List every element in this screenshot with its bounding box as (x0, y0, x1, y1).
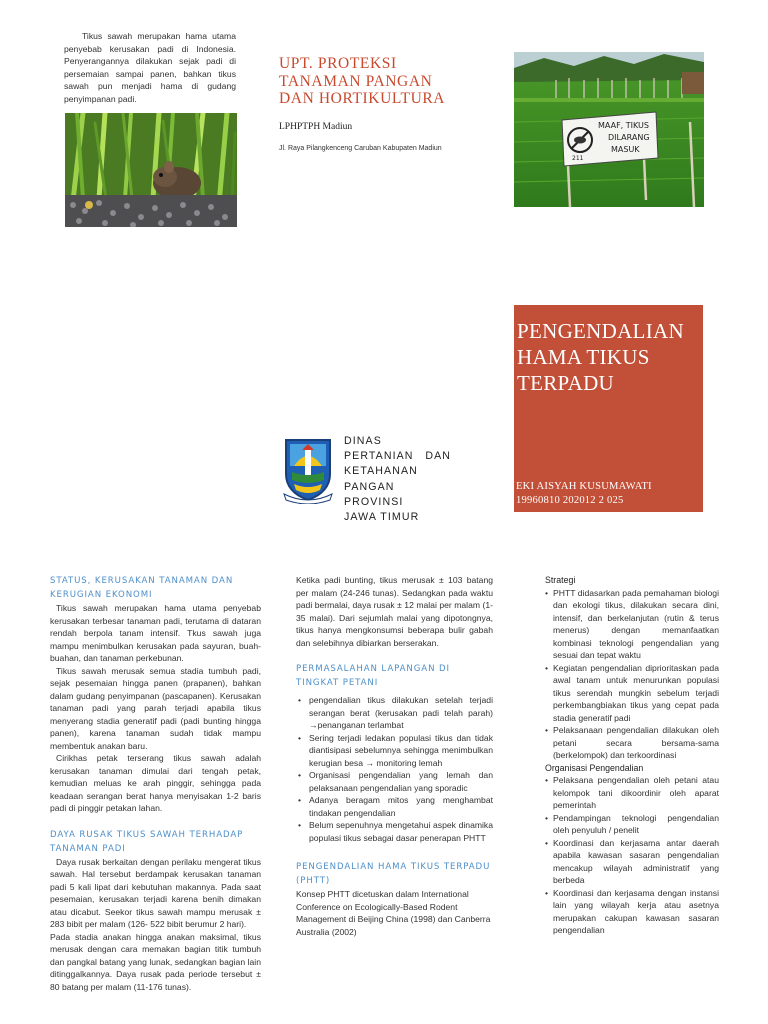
list-item: • Koordinasi dan kerjasama antar daerah apabila kawasan sasaran pengendalian mencakup wilayah administratif yang berbeda (545, 837, 719, 887)
paragraph: Tikus sawah merupakan hama utama penyebab kerusakan terbesar tanaman padi, terutama di dataran rendah berpola tanam intensif. Tkus sawah juga mampu menimbulkan kerusakan pada sayuran, buah-buahan, dan tanaman perkebunan. (50, 603, 261, 663)
list-item: • Koordinasi dan kerjasama dengan instansi lain yang wilayah kerja atau asetnya merupakan cakupan kawasan sasaran pengendalian (545, 887, 719, 937)
list-item: • Pelaksana pengendalian oleh petani atau kelompok tani dikoordinir oleh aparat pemerintah (545, 774, 719, 812)
list-item: • pengendalian tikus dilakukan setelah terjadi serangan berat (kerusakan padi telah parah) →penanganan terlambat (296, 694, 493, 732)
paragraph: Konsep PHTT dicetuskan dalam International Conference on Ecologically-Based Rodent Management di Beijing China (1998) dan Canberra Australia (2002) (296, 889, 491, 937)
paragraph: Daya rusak berkaitan dengan perilaku mengerat tikus sawah. Hal tersebut berdampak kerusakan tanaman padi 5 kali lipat dari kebutuhan makannya. Pada saat pesemaian, kerusakan terjadi karena benih dimakan atau dicabut. Seekor tikus sawah mampu merusak ± 283 bibit per malam (126- 522 bibit berumur 2 hari). (50, 856, 261, 929)
author-name: EKI AISYAH KUSUMAWATI (516, 481, 652, 492)
section-heading: DAYA RUSAK TIKUS SAWAH TERHADAP TANAMAN PADI (50, 829, 244, 854)
list-item: • Sering terjadi ledakan populasi tikus dan tidak diantisipasi sebelumnya sehingga menimbulkan kerugian besa → monitoring lemah (296, 732, 493, 770)
cover-author-block (516, 480, 652, 508)
paragraph: Tikus sawah merusak semua stadia tumbuh padi, sejak pesemaian hingga panen (prapanen), bahkan dalam gudang penyimpanan (pascapanen). Kerusakan tanaman padi yang parah terjadi apabila tikus menyerang stadia generatif padi (padi bunting hingga panen), karena tanaman sudah tidak mampu membentuk anakan baru. (50, 665, 261, 751)
column-strategy (545, 574, 719, 937)
strategy-list (545, 587, 719, 762)
dept-line: DAN KETAHANAN (344, 450, 451, 478)
paragraph: Ketika padi bunting, tikus merusak ± 103 batang per malam (24-246 tunas). Sedangkan pada waktu padi bermalai, daya rusak ± 12 malai per malam (1-35 malai). Dari sejumlah malai yang dipotongnya, tikus hanya mengkonsumsi beberapa bulir gabah dan selebihnya dibiarkan berserakan. (296, 575, 493, 648)
rat-photo (65, 113, 237, 227)
list-item: • PHTT didasarkan pada pemahaman biologi dan ekologi tikus, dilakukan secara dini, intensif, dan berkelanjutan (rutin & terus menerus) dengan memanfaatkan kombinasi teknologi pengendalian yang sesuai dan tepat waktu (545, 587, 719, 662)
subheading: Organisasi Pengendalian (545, 762, 644, 773)
cover-title: PENGENDALIAN HAMA TIKUS TERPADU (517, 319, 684, 395)
paragraph: Pada stadia anakan hingga anakan maksimal, tikus merusak dengan cara memakan bagian titik tumbuh dan pangkal batang yang lunak, sedangkan bagian lain ditinggalkannya. Daya rusak pada periode tersebut ± 80 batang per malam (11-176 tunas). (50, 931, 261, 992)
list-item: • Belum sepenuhnya mengetahui aspek dinamika populasi tikus sebagai dasar penerapan PHTT (296, 819, 493, 844)
list-item: • Organisasi pengendalian yang lemah dan pelaksanaan pengendalian yang sporadic (296, 769, 493, 794)
rice-field-sign-photo (514, 52, 704, 207)
list-item: • Pelaksanaan pengendalian dilakukan oleh petani secara bersama-sama (berkelompok) dan terkoordinasi (545, 724, 719, 762)
list-item: • Kegiatan pengendalian diprioritaskan pada awal tanam untuk menurunkan populasi tikus serendah mungkin sebelum terjadi perkembangbiakan tikus yang cepat pada stadia generatif padi (545, 662, 719, 725)
dept-line: DINAS PERTANIAN (344, 435, 414, 463)
section-heading: STATUS, KERUSAKAN TANAMAN DAN KERUGIAN EKONOMI (50, 576, 234, 600)
list-item: • Pendampingan teknologi pengendalian oleh penyuluh / penelit (545, 812, 719, 837)
section-heading: PERMASALAHAN LAPANGAN DI TINGKAT PETANI (296, 664, 450, 688)
office-address: Jl. Raya Pilangkenceng Caruban Kabupaten Madiun (279, 145, 442, 152)
office-name: LPHPTPH Madiun (279, 122, 353, 132)
cover-box (514, 305, 703, 512)
author-nip: 19960810 202012 2 025 (516, 495, 624, 506)
sign-number: 211 (572, 155, 584, 162)
column-status (50, 574, 261, 993)
paragraph: Cirikhas petak terserang tikus sawah adalah kerusakan tanaman dimulai dari tengah petak, kemudian meluas ke arah pinggir, sehingga pada keadaan serangan berat hanya menyisakan 1-2 baris padi di pinggir petakan lahan. (50, 753, 261, 813)
problem-list (296, 694, 493, 844)
subheading: Strategi (545, 575, 576, 585)
department-name (344, 434, 451, 525)
dept-line: PANGAN PROVINSI (344, 480, 404, 508)
section-heading: PENGENDALIAN HAMA TIKUS TERPADU (PHTT) (296, 862, 491, 886)
organization-list (545, 774, 719, 937)
list-item: • Adanya beragam mitos yang menghambat tindakan pengendalian (296, 794, 493, 819)
east-java-crest-logo (282, 436, 334, 504)
column-problems (296, 574, 493, 938)
sign-text-line: MASUK (611, 145, 640, 154)
org-title: UPT. PROTEKSI TANAMAN PANGAN DAN HORTIKULTURA (279, 55, 446, 107)
intro-paragraph: Tikus sawah merupakan hama utama penyebab kerusakan padi di Indonesia. Penyerangannya dilakukan sejak padi di persemaian sampai panen, bahkan tikus sawah pun menjadi hama di gudang penyimpanan padi. (64, 31, 236, 104)
sign-text-line: DILARANG (608, 133, 650, 142)
sign-text-line: MAAF, TIKUS (598, 121, 649, 130)
dept-line: JAWA TIMUR (344, 511, 420, 524)
